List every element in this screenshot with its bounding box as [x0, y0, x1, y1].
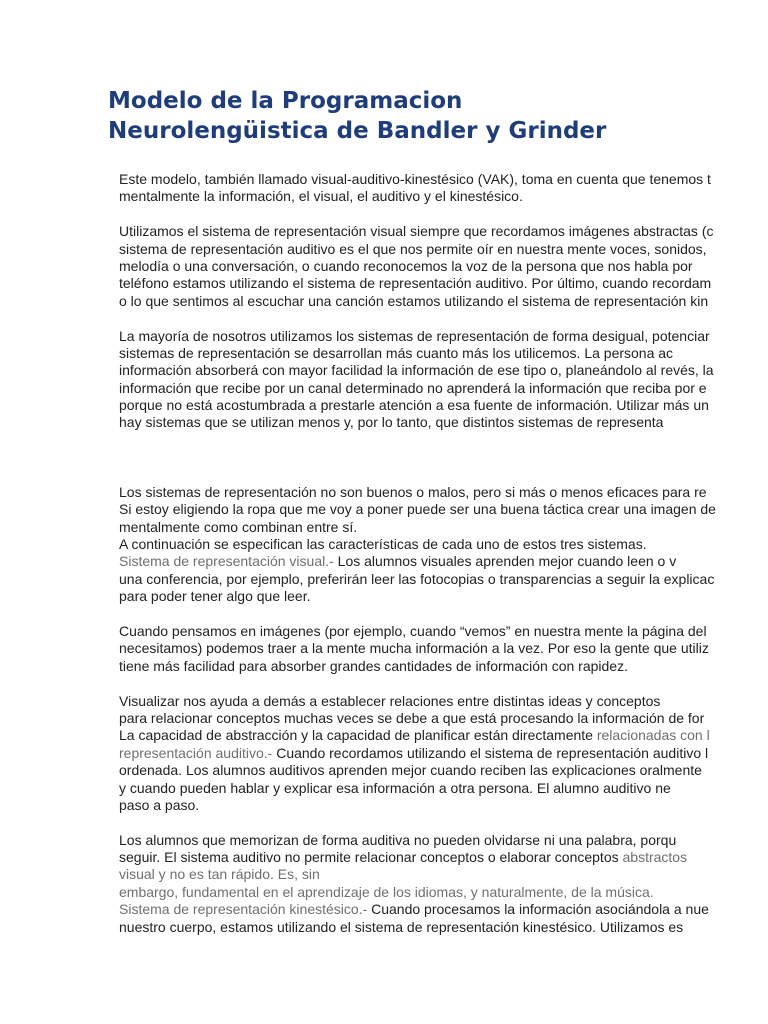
body-line	[119, 553, 768, 570]
body-line	[119, 901, 768, 918]
section-heading-visual: Sistema de representación visual.-	[119, 553, 334, 570]
body-text-gray: relacionadas con l	[596, 727, 710, 744]
body-line: teléfono estamos utilizando el sistema de representación auditivo. Por último, cuando recordam	[119, 275, 712, 292]
body-line: A continuación se especifican las características de cada uno de estos tres sistemas.	[119, 536, 647, 553]
body-line: una conferencia, por ejemplo, preferirán leer las fotocopias o transparencias a seguir la explicac	[119, 570, 715, 587]
body-text: Cuando recordamos utilizando el sistema de representación auditivo l	[272, 744, 709, 761]
body-line: necesitamos) podemos traer a la mente mucha información a la vez. Por eso la gente que utiliz	[119, 640, 709, 657]
body-line: mentalmente la información, el visual, el auditivo y el kinestésico.	[119, 188, 523, 205]
body-line: paso a paso.	[119, 796, 200, 813]
body-line: La mayoría de nosotros utilizamos los sistemas de representación de forma desigual, potenciar	[119, 327, 710, 344]
body-line: Si estoy eligiendo la ropa que me voy a poner puede ser una buena táctica crear una imagen de	[119, 501, 716, 518]
title-line-1: Modelo de la Programacion	[108, 88, 463, 114]
body-line: Cuando pensamos en imágenes (por ejemplo, cuando “vemos” en nuestra mente la página del	[119, 622, 707, 639]
body-line: Los sistemas de representación no son buenos o malos, pero si más o menos eficaces para re	[119, 483, 707, 500]
body-line: y cuando pueden hablar y explicar esa información a otra persona. El alumno auditivo ne	[119, 779, 671, 796]
section-heading-kinestesico: Sistema de representación kinestésico.-	[119, 901, 368, 918]
body-text: Cuando procesamos la información asociándola a nue	[367, 901, 709, 918]
body-line: hay sistemas que se utilizan menos y, por lo tanto, que distintos sistemas de representa	[119, 414, 664, 431]
body-text: Los alumnos visuales aprenden mejor cuando leen o v	[333, 553, 677, 570]
body-line	[119, 849, 768, 866]
body-line: mentalmente como combinan entre sí.	[119, 518, 358, 535]
body-line: información que recibe por un canal determinado no aprenderá la información que reciba por e	[119, 379, 707, 396]
body-line: Los alumnos que memorizan de forma auditiva no pueden olvidarse ni una palabra, porqu	[119, 831, 677, 848]
body-line: ordenada. Los alumnos auditivos aprenden mejor cuando reciben las explicaciones oralmente	[119, 762, 702, 779]
body-line: para poder tener algo que leer.	[119, 588, 311, 605]
body-line: tiene más facilidad para absorber grandes cantidades de información con rapidez.	[119, 657, 628, 674]
body-line: visual y no es tan rápido. Es, sin	[119, 866, 320, 883]
body-text: La capacidad de abstracción y la capacidad de planificar están directamente	[119, 727, 597, 744]
body-line: porque no está acostumbrada a prestarle atención a esa fuente de información. Utilizar más un	[119, 397, 709, 414]
document-body	[119, 171, 768, 936]
section-heading-auditivo: representación auditivo.-	[119, 744, 273, 761]
body-line: para relacionar conceptos muchas veces se debe a que está procesando la información de for	[119, 709, 705, 726]
body-line: Utilizamos el sistema de representación visual siempre que recordamos imágenes abstractas (c	[119, 223, 714, 240]
body-line: embargo, fundamental en el aprendizaje de los idiomas, y naturalmente, de la música.	[119, 883, 654, 900]
body-line	[119, 727, 768, 744]
body-line: nuestro cuerpo, estamos utilizando el sistema de representación kinestésico. Utilizamos es	[119, 918, 684, 935]
body-line: sistema de representación auditivo es el que nos permite oír en nuestra mente voces, sonidos,	[119, 240, 707, 257]
body-text: seguir. El sistema auditivo no permite relacionar conceptos o elaborar conceptos	[119, 849, 623, 866]
body-line: Este modelo, también llamado visual-auditivo-kinestésico (VAK), toma en cuenta que tenemos t	[119, 171, 711, 187]
document-title	[108, 86, 768, 146]
body-line: sistemas de representación se desarrollan más cuanto más los utilicemos. La persona ac	[119, 344, 674, 361]
body-line: información absorberá con mayor facilidad la información de ese tipo o, planeándolo al revés, la	[119, 362, 714, 379]
body-line: Visualizar nos ayuda a demás a establecer relaciones entre distintas ideas y conceptos	[119, 692, 661, 709]
title-line-2: Neurolengüistica de Bandler y Grinder	[108, 118, 607, 144]
body-line: melodía o una conversación, o cuando reconocemos la voz de la persona que nos habla por	[119, 257, 693, 274]
body-text-gray: abstractos	[622, 849, 688, 866]
body-line	[119, 745, 768, 762]
body-line: o lo que sentimos al escuchar una canción estamos utilizando el sistema de representación kin	[119, 292, 709, 309]
